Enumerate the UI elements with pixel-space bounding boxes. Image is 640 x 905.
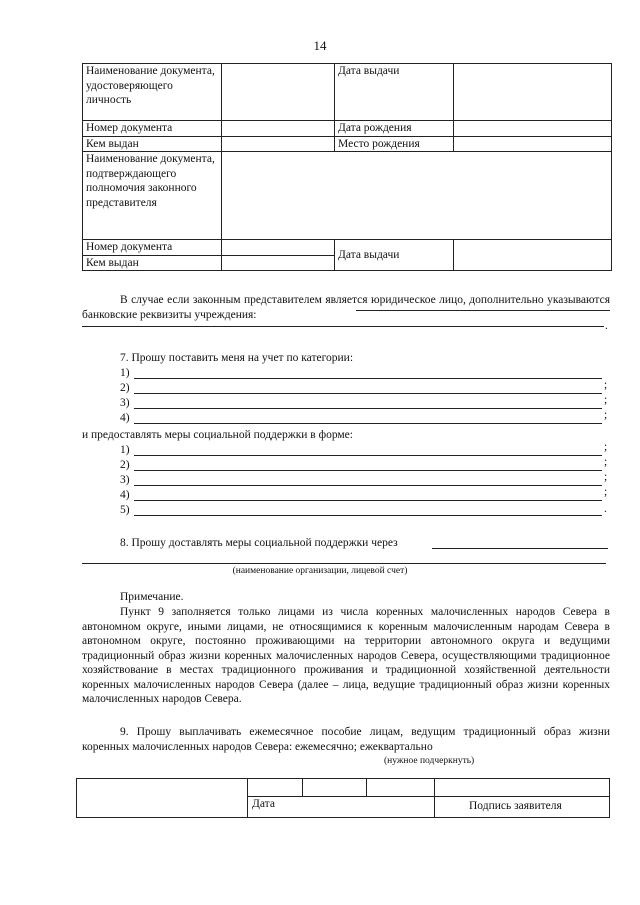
issue-date-label: Дата выдачи <box>335 64 454 121</box>
category-label-2: 2) <box>120 382 130 394</box>
category-label-3: 3) <box>120 397 130 409</box>
issued-by2-label: Кем выдан <box>83 255 222 271</box>
support-label-1: 1) <box>120 444 130 456</box>
issued-by-value[interactable] <box>222 136 335 152</box>
delivery-line-1[interactable] <box>432 548 608 549</box>
birth-date-label: Дата рождения <box>335 121 454 137</box>
section9-caption: (нужное подчеркнуть) <box>384 756 475 766</box>
page-number: 14 <box>313 38 327 53</box>
issue-date2-label: Дата выдачи <box>335 240 454 271</box>
signature-label: Подпись заявителя <box>469 800 562 812</box>
birth-place-value[interactable] <box>454 136 612 152</box>
support-line-3[interactable] <box>134 485 602 486</box>
signature-table <box>76 778 610 818</box>
doc-name-label: Наименование документа, удостоверяющего личность <box>83 64 222 121</box>
date-label: Дата <box>252 798 275 810</box>
section7-title: 7. Прошу поставить меня на учет по категории: <box>120 352 354 364</box>
doc-number2-label: Номер документа <box>83 240 222 256</box>
support-title: и предоставлять меры социальной поддержки в форме: <box>82 429 353 441</box>
note-text: Пункт 9 заполняется только лицами из числа коренных малочисленных народов Севера в автономном округе, иными лицами, не относящимися к коренным малочисленным народам Севера в автономном округе, постоянно проживающими на территории автономного округа и ведущими традиционный образ жизни коренных малочисленных народов Севера, осуществляющими традиционное хозяйствование в местах традиционного проживания и традиционной хозяйственной деятельности коренных малочисленных народов Севера (далее – лица, ведущие традиционный образ жизни коренных малочисленных народов Севера. <box>82 606 610 705</box>
support-line-1[interactable] <box>134 455 602 456</box>
auth-doc-label: Наименование документа, подтверждающего полномочия законного представителя <box>83 152 222 240</box>
bank-details-line-1[interactable] <box>356 310 610 311</box>
issued-by2-value[interactable] <box>222 255 335 271</box>
issued-by-label: Кем выдан <box>83 136 222 152</box>
legal-entity-text: В случае если законным представителем является юридическое лицо, дополнительно указываются банковские реквизиты учреждения: <box>82 294 610 321</box>
category-label-1: 1) <box>120 367 130 379</box>
auth-doc-value[interactable] <box>222 152 612 240</box>
category-label-4: 4) <box>120 412 130 424</box>
issue-date2-value[interactable] <box>454 240 612 271</box>
support-line-5[interactable] <box>134 515 602 516</box>
category-line-4[interactable] <box>134 423 602 424</box>
doc-number-label: Номер документа <box>83 121 222 137</box>
delivery-line-2[interactable] <box>82 563 606 564</box>
birth-place-label: Место рождения <box>335 136 454 152</box>
signature-name-cell[interactable] <box>77 779 247 817</box>
category-line-3[interactable] <box>134 408 602 409</box>
category-line-1[interactable] <box>134 378 602 379</box>
support-label-2: 2) <box>120 459 130 471</box>
bank-details-line-2[interactable] <box>82 326 604 327</box>
issue-date-value[interactable] <box>454 64 612 121</box>
support-line-4[interactable] <box>134 500 602 501</box>
support-label-5: 5) <box>120 504 130 516</box>
support-label-4: 4) <box>120 489 130 501</box>
note-title: Примечание. <box>120 591 184 603</box>
birth-date-value[interactable] <box>454 121 612 137</box>
delivery-caption: (наименование организации, лицевой счет) <box>232 566 408 576</box>
support-label-3: 3) <box>120 474 130 486</box>
identity-table <box>82 63 612 271</box>
doc-name-value[interactable] <box>222 64 335 121</box>
category-line-2[interactable] <box>134 393 602 394</box>
section8-title: 8. Прошу доставлять меры социальной поддержки через <box>120 537 398 549</box>
doc-number2-value[interactable] <box>222 240 335 256</box>
doc-number-value[interactable] <box>222 121 335 137</box>
section9-text: 9. Прошу выплачивать ежемесячное пособие лицам, ведущим традиционный образ жизни коренных малочисленных народов Севера: ежемесячно; ежеквартально <box>82 726 610 753</box>
support-line-2[interactable] <box>134 470 602 471</box>
